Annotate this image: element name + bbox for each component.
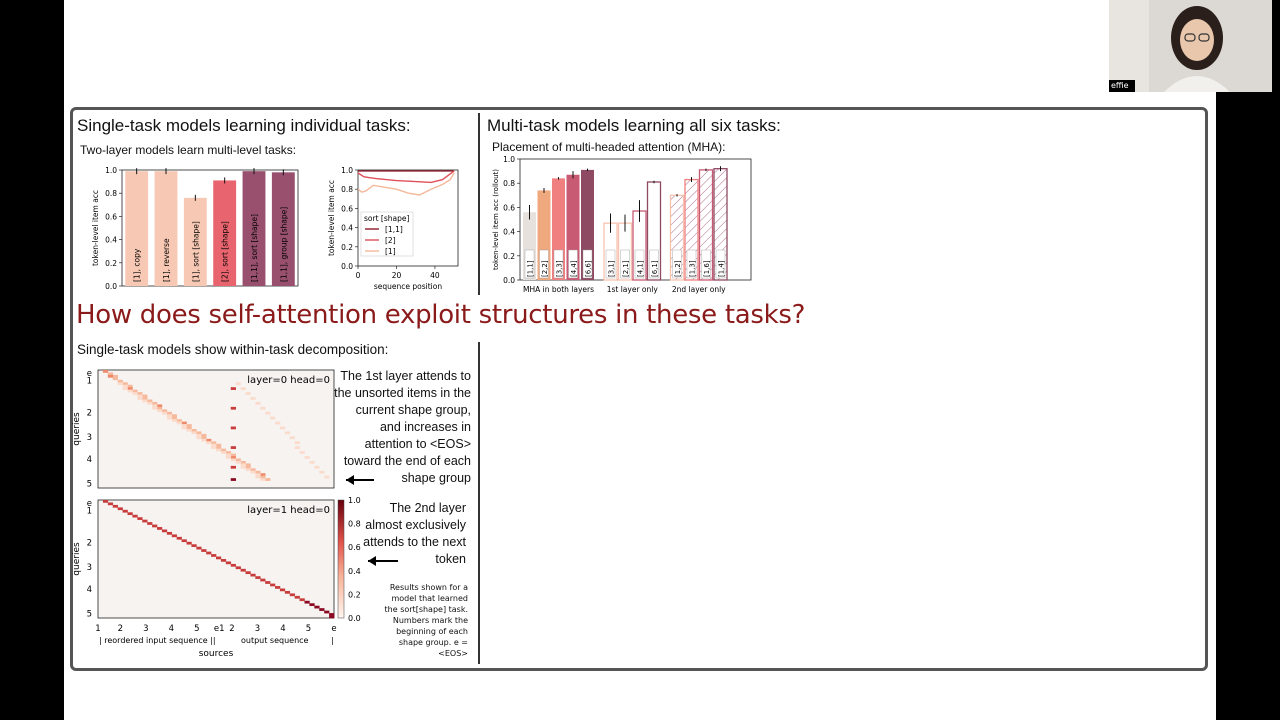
y-tick-label: 0.6 [503, 203, 515, 213]
heatmap-label: layer=1 head=0 [247, 505, 330, 516]
multi-task-bar-chart [488, 153, 758, 296]
heatmap-cell [191, 544, 196, 547]
heatmap-cell [270, 417, 275, 420]
heatmap-cell [290, 593, 295, 596]
heatmap-cell [196, 547, 201, 550]
divider-top [478, 113, 480, 295]
heatmap-cell [324, 611, 329, 614]
heatmap-cell [128, 385, 133, 388]
x-tick-label: 40 [430, 271, 440, 280]
y-tick-label: 1.0 [105, 166, 117, 175]
x-tick-label: 2 [117, 624, 124, 634]
heatmap-cell [152, 404, 157, 407]
right-panel-title: Multi-task models learning all six tasks: [487, 116, 781, 135]
heatmap-cell [206, 439, 211, 442]
heatmap-cell [167, 412, 172, 415]
heatmap-cell [132, 390, 137, 393]
heatmap-cell [280, 589, 285, 592]
heatmap-cell [260, 476, 265, 479]
heatmap-cell [132, 515, 137, 518]
heatmap-cell [231, 387, 236, 390]
heatmap-cell [172, 419, 177, 422]
y-tick-label: 0.6 [341, 204, 353, 214]
y-tick-label: 2 [86, 538, 92, 549]
y-tick-label: 1 [86, 506, 92, 517]
legend-label: [1] [385, 247, 396, 256]
y-tick-label: 1 [86, 376, 92, 387]
heatmap-cell [206, 441, 211, 444]
x-axis-label: sources [198, 649, 234, 659]
y-axis-label: token-level item acc [327, 179, 336, 257]
group-label: 2nd layer only [671, 285, 726, 294]
heatmap-cell [236, 566, 241, 569]
x-tick-label: 5 [305, 624, 312, 634]
heatmap-cell [236, 461, 241, 464]
heatmap-cell [211, 444, 216, 447]
heatmap-cell [172, 417, 177, 420]
presenter-image [1109, 0, 1272, 92]
heatmap-cell [201, 434, 206, 437]
heatmap-cell [290, 436, 295, 439]
plot-area [122, 170, 298, 286]
bar-label: [1,4] [717, 260, 726, 277]
heatmap-cell [226, 561, 231, 564]
bar-label: [3,1] [607, 260, 616, 277]
colorbar [338, 500, 344, 618]
heatmap-cell [295, 446, 300, 449]
heatmap-cell [295, 596, 300, 599]
right-panel-subtitle: Placement of multi-headed attention (MHA): [492, 140, 726, 154]
colorbar-tick-label: 1.0 [348, 496, 361, 505]
heatmap-cell [182, 424, 187, 427]
y-tick-label: 0.4 [503, 227, 515, 237]
x-tick-label: e1 [213, 624, 225, 634]
heatmap-cell [309, 461, 314, 464]
heatmap-cell [216, 557, 221, 560]
y-tick-label: 0.2 [341, 242, 353, 252]
heatmap-cell [221, 449, 226, 452]
heatmap-cell [211, 554, 216, 557]
y-axis-label: token-level item acc [91, 189, 100, 267]
heatmap-cell [201, 436, 206, 439]
webcam-feed [1109, 0, 1272, 102]
heatmap-cell [285, 431, 290, 434]
y-tick-label: 0.4 [105, 235, 117, 245]
heatmap-cell [255, 473, 260, 476]
heatmap-cell [118, 382, 123, 385]
bar-label: [6,6] [584, 260, 593, 277]
x-tick-label: 3 [254, 624, 261, 634]
heatmap-cell [246, 468, 251, 471]
heatmap-cell [300, 598, 305, 601]
x-tick-label: 1 [95, 624, 101, 634]
heatmap-cell [147, 402, 152, 405]
heatmap-cell [128, 512, 133, 515]
bar-label: [1,6] [703, 260, 711, 277]
heatmap-cell [113, 505, 118, 508]
heatmap-cell [118, 380, 123, 383]
heatmap-cell [216, 446, 221, 449]
heatmap-cell [295, 441, 300, 444]
heatmap-cell [246, 463, 251, 466]
legend-label: [2] [385, 236, 396, 245]
heatmap-cell [147, 522, 152, 525]
bar-label: [1,2] [674, 260, 682, 277]
heatmap-cell [231, 427, 236, 430]
y-axis-label: queries [72, 412, 82, 446]
heatmap-area [98, 370, 334, 488]
heatmap-cell [167, 532, 172, 535]
x-tick-label: e [331, 624, 337, 634]
heatmap-cell [162, 530, 167, 533]
heatmap-cell [241, 463, 246, 466]
heatmap-cell [157, 527, 162, 530]
heatmap-cell [241, 569, 246, 572]
heatmap-cell [172, 414, 177, 417]
heatmap-cell [142, 397, 147, 400]
heatmap-cell [231, 564, 236, 567]
bar-label: [2], sort [shape] [220, 221, 230, 282]
heatmap-cell [246, 466, 251, 469]
y-axis-label: token-level item acc (rollout) [492, 168, 500, 271]
heatmap-cell [152, 407, 157, 410]
y-tick-label: 5 [86, 609, 92, 620]
y-tick-label: 0.2 [503, 251, 515, 261]
heatmap-cell [329, 616, 334, 619]
y-tick-label: 1.0 [341, 166, 353, 175]
heatmap-cell [324, 476, 329, 479]
heatmap-label: layer=0 head=0 [247, 375, 330, 386]
heatmap-cell [275, 586, 280, 589]
heatmap-cell [137, 392, 142, 395]
heatmap-cell [255, 402, 260, 405]
heatmap-cell [285, 591, 290, 594]
y-tick-label: 0.8 [105, 189, 117, 199]
heatmap-cell [260, 579, 265, 582]
bar-label: [2,2] [541, 260, 549, 277]
heatmap-cell [137, 397, 142, 400]
heatmap-cell [177, 422, 182, 425]
heatmap-cell [196, 431, 201, 434]
heatmap-cell [113, 377, 118, 380]
heatmap-cell [305, 456, 310, 459]
y-axis-label: queries [72, 542, 82, 576]
left-panel-title: Single-task models learning individual tasks: [77, 116, 411, 135]
y-tick-label: 0.0 [503, 276, 515, 285]
heatmap-cell [187, 542, 192, 545]
heatmap-cell [329, 613, 334, 616]
heatmap-cell [196, 436, 201, 439]
single-task-bar-chart [88, 160, 308, 290]
heatmap-cell [236, 459, 241, 462]
heatmap-cell [300, 451, 305, 454]
heatmap-cell [246, 392, 251, 395]
heatmap-cell [196, 434, 201, 437]
x-tick-label: 3 [143, 624, 149, 634]
heatmap-cell [137, 517, 142, 520]
heatmap-cell [226, 454, 231, 457]
heatmap-cell [250, 468, 255, 471]
heatmap-cell [128, 387, 133, 390]
bar-label: [1], reverse [162, 238, 171, 282]
layer2-description: The 2nd layer almost exclusively attends to the next token [363, 501, 466, 566]
bar-label: [6,1] [651, 260, 659, 277]
heatmap-cell [152, 402, 157, 405]
heatmap-cell [182, 422, 187, 425]
heatmap-cell [157, 409, 162, 412]
x-tick-label: 20 [391, 271, 402, 280]
x-tick-label: 0 [355, 271, 361, 280]
heatmap-cell [231, 446, 236, 449]
heatmap-cell [265, 478, 270, 481]
bar-label: [3,3] [555, 260, 564, 277]
x-tick-label: 4 [168, 624, 175, 634]
heatmap-cell [152, 525, 157, 528]
heatmap-cell [309, 603, 314, 606]
video-caption: effie li [1109, 80, 1135, 92]
bar-label: [1,1] [526, 260, 535, 277]
legend-label: [1,1] [385, 225, 403, 234]
heatmap-cell [201, 439, 206, 442]
heatmap-cell [113, 375, 118, 378]
arrow-head-layer1 [368, 556, 376, 566]
bar-label: [1,1], group [shape] [279, 206, 289, 282]
y-tick-label: 0.2 [105, 258, 117, 268]
heatmap-cell [167, 417, 172, 420]
question-heading: How does self-attention exploit structures in these tasks? [76, 300, 806, 330]
y-tick-label: 5 [86, 479, 92, 490]
group-label: 1st layer only [606, 285, 658, 294]
heatmap-cell [231, 478, 236, 481]
heatmap-cell [314, 466, 319, 469]
heatmap-cell [241, 461, 246, 464]
y-tick-label: 0.0 [341, 262, 353, 271]
bar-label: [1], sort [shape] [191, 221, 201, 282]
heatmap-cell [187, 424, 192, 427]
heatmap-cell [211, 441, 216, 444]
heatmap-cell [191, 431, 196, 434]
heatmap-cell [191, 429, 196, 432]
y-tick-label: 0.8 [341, 185, 353, 195]
heatmap-cell [275, 422, 280, 425]
heatmap-cell [226, 456, 231, 459]
heatmap-cell [241, 466, 246, 469]
heatmap-cell [187, 429, 192, 432]
heatmap-cell [231, 407, 236, 410]
heatmap-cell [103, 370, 108, 373]
group-label: MHA in both layers [523, 285, 594, 294]
y-tick-label: 0.8 [503, 179, 515, 189]
heatmap-cell [265, 412, 270, 415]
y-tick-label: 3 [86, 562, 92, 573]
y-tick-label: 0.4 [341, 223, 353, 233]
x-axis-label: sequence position [373, 282, 443, 291]
heatmap-cell [123, 382, 128, 385]
heatmap-cell [305, 601, 310, 604]
heatmap-cell [221, 451, 226, 454]
heatmap-cell [231, 466, 236, 469]
heatmap-cell [128, 390, 133, 393]
heatmap-cell [123, 387, 128, 390]
x-sublabel-left: | reordered input sequence || [99, 636, 216, 645]
colorbar-tick-label: 0.4 [348, 566, 361, 576]
y-tick-label: 1.0 [503, 155, 515, 164]
series-line [358, 171, 454, 183]
heatmap-cell [108, 502, 113, 505]
bottom-section-title: Single-task models show within-task decomposition: [77, 342, 389, 357]
bar-label: [2,1] [622, 260, 630, 277]
divider-bottom [478, 342, 480, 664]
heatmap-cell [314, 606, 319, 609]
attention-heatmap-layer1 [70, 496, 370, 664]
heatmap-cell [157, 407, 162, 410]
y-tick-label: e [86, 369, 92, 379]
y-tick-label: 4 [86, 585, 92, 596]
bar-label: [1,3] [688, 260, 697, 277]
heatmap-cell [255, 471, 260, 474]
x-sublabel-right: output sequence [241, 636, 309, 645]
heatmap-cell [211, 446, 216, 449]
colorbar-tick-label: 0.0 [348, 614, 361, 623]
sequence-position-line-chart [325, 160, 465, 295]
heatmap-cell [108, 372, 113, 375]
colorbar-tick-label: 0.6 [348, 543, 361, 553]
x-sublabel-end: | [331, 636, 334, 645]
heatmap-cell [157, 404, 162, 407]
heatmap-cell [132, 392, 137, 395]
heatmap-cell [142, 400, 147, 403]
heatmap-cell [216, 449, 221, 452]
heatmap-cell [206, 552, 211, 555]
heatmap-cell [226, 451, 231, 454]
heatmap-cell [255, 476, 260, 479]
heatmap-cell [123, 385, 128, 388]
heatmap-cell [123, 510, 128, 513]
heatmap-cell [255, 576, 260, 579]
left-panel-subtitle: Two-layer models learn multi-level tasks: [80, 143, 297, 157]
heatmap-cell [216, 444, 221, 447]
heatmap-cell [182, 539, 187, 542]
heatmap-cell [231, 456, 236, 459]
heatmap-cell [147, 400, 152, 403]
y-tick-label: 0.0 [105, 282, 117, 291]
bar-label: [4,1] [636, 260, 645, 277]
y-tick-label: 4 [86, 455, 92, 466]
heatmap-cell [142, 395, 147, 398]
y-tick-label: 0.6 [105, 212, 117, 222]
heatmap-cell [231, 454, 236, 457]
heatmap-cell [167, 414, 172, 417]
heatmap-cell [201, 549, 206, 552]
x-tick-label: 5 [194, 624, 200, 634]
heatmap-cell [231, 459, 236, 462]
heatmap-cell [260, 478, 265, 481]
heatmap-cell [137, 395, 142, 398]
y-tick-label: e [86, 499, 92, 509]
bar-label: [4,4] [570, 260, 578, 277]
heatmap-cell [250, 574, 255, 577]
results-note: Results shown for a model that learned the sort[shape] task. Numbers mark the beginning of each shape group. e = <EOS> [384, 583, 468, 658]
arrow-head-layer0 [346, 475, 354, 485]
colorbar-tick-label: 0.8 [348, 519, 361, 529]
heatmap-cell [162, 412, 167, 415]
layer1-description: The 1st layer attends to the unsorted items in the current shape group, and increases in attention to <EOS> toward the end of each shape group [334, 369, 471, 485]
heatmap-cell [177, 537, 182, 540]
heatmap-cell [177, 419, 182, 422]
x-tick-label: 2 [229, 624, 235, 634]
heatmap-cell [221, 559, 226, 562]
attention-heatmap-layer0 [70, 366, 340, 492]
y-tick-label: 2 [86, 408, 92, 419]
bar-label: [1,1], sort [shape] [250, 214, 259, 282]
y-tick-label: 3 [86, 432, 92, 443]
bar-label: [1], copy [132, 248, 142, 282]
heatmap-cell [246, 571, 251, 574]
heatmap-cell [319, 608, 324, 611]
heatmap-cell [250, 397, 255, 400]
heatmap-cell [319, 471, 324, 474]
heatmap-cell [270, 584, 275, 587]
heatmap-cell [236, 382, 241, 385]
legend-title: sort [shape] [364, 214, 410, 223]
heatmap-cell [118, 507, 123, 510]
heatmap-cell [103, 500, 108, 503]
heatmap-cell [250, 471, 255, 474]
heatmap-cell [108, 375, 113, 378]
heatmap-cell [241, 387, 246, 390]
colorbar-tick-label: 0.2 [348, 590, 361, 600]
heatmap-cell [260, 473, 265, 476]
heatmap-cell [187, 427, 192, 430]
x-tick-label: 4 [280, 624, 286, 634]
series-line [358, 173, 454, 195]
heatmap-cell [172, 534, 177, 537]
heatmap-cell [182, 427, 187, 430]
heatmap-cell [265, 581, 270, 584]
heatmap-cell [162, 409, 167, 412]
heatmap-cell [260, 407, 265, 410]
heatmap-cell [142, 520, 147, 523]
heatmap-cell [280, 427, 285, 430]
